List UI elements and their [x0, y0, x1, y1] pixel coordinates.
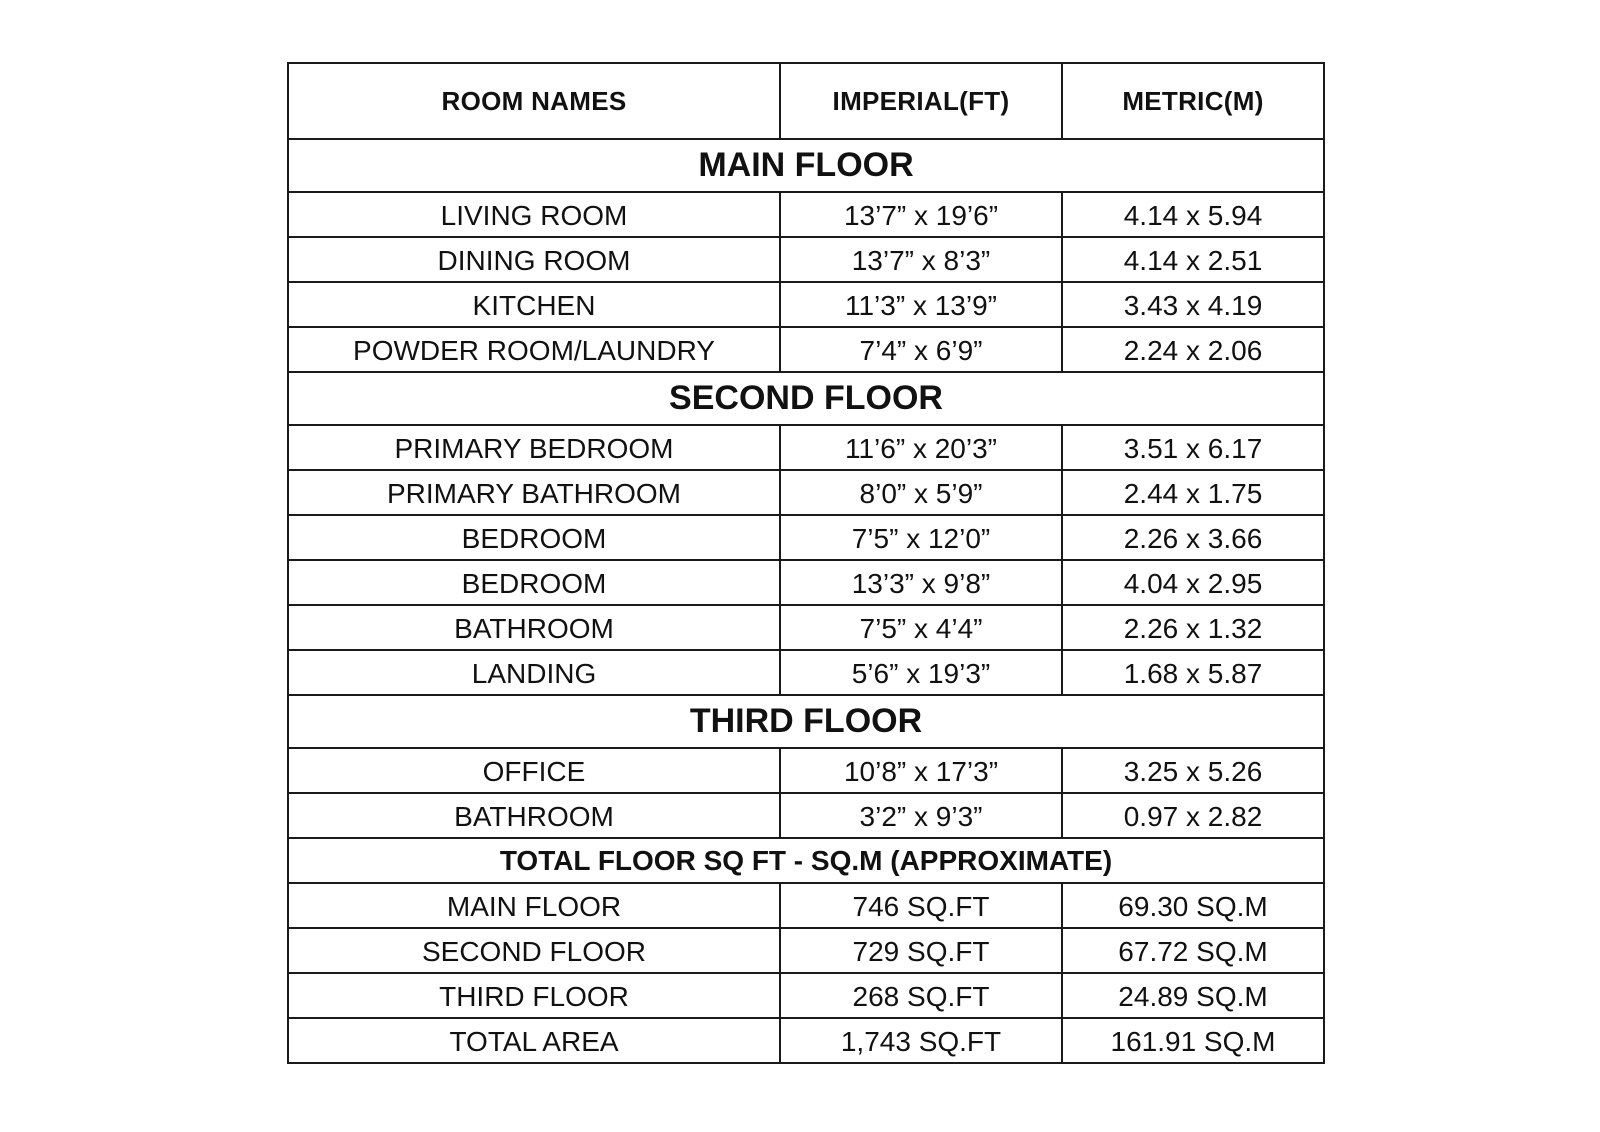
table-row: [288, 928, 1324, 973]
imperial-area-cell: 746 SQ.FT: [780, 883, 1062, 928]
imperial-area-cell: 1,743 SQ.FT: [780, 1018, 1062, 1063]
table-row: [288, 1018, 1324, 1063]
imperial-cell: 7’5” x 12’0”: [780, 515, 1062, 560]
imperial-cell: 11’3” x 13’9”: [780, 282, 1062, 327]
imperial-cell: 5’6” x 19’3”: [780, 650, 1062, 695]
table-row: [288, 515, 1324, 560]
room-name-cell: POWDER ROOM/LAUNDRY: [288, 327, 780, 372]
section-row-second-floor: [288, 372, 1324, 425]
table-row: [288, 327, 1324, 372]
floor-name-cell: MAIN FLOOR: [288, 883, 780, 928]
room-name-cell: KITCHEN: [288, 282, 780, 327]
metric-cell: 4.04 x 2.95: [1062, 560, 1324, 605]
column-header-metric: METRIC(M): [1062, 63, 1324, 139]
room-dimensions-table: [287, 62, 1325, 1064]
header-row: [288, 63, 1324, 139]
imperial-cell: 13’3” x 9’8”: [780, 560, 1062, 605]
table-row: [288, 192, 1324, 237]
table-row: [288, 793, 1324, 838]
imperial-cell: 13’7” x 19’6”: [780, 192, 1062, 237]
room-name-cell: BATHROOM: [288, 793, 780, 838]
imperial-cell: 7’4” x 6’9”: [780, 327, 1062, 372]
room-name-cell: PRIMARY BATHROOM: [288, 470, 780, 515]
imperial-cell: 3’2” x 9’3”: [780, 793, 1062, 838]
metric-cell: 2.24 x 2.06: [1062, 327, 1324, 372]
section-row-main-floor: [288, 139, 1324, 192]
room-name-cell: OFFICE: [288, 748, 780, 793]
table-row: [288, 605, 1324, 650]
table-row: [288, 560, 1324, 605]
room-name-cell: PRIMARY BEDROOM: [288, 425, 780, 470]
room-name-cell: LIVING ROOM: [288, 192, 780, 237]
metric-cell: 2.44 x 1.75: [1062, 470, 1324, 515]
imperial-area-cell: 729 SQ.FT: [780, 928, 1062, 973]
metric-cell: 3.51 x 6.17: [1062, 425, 1324, 470]
room-name-cell: DINING ROOM: [288, 237, 780, 282]
metric-cell: 2.26 x 1.32: [1062, 605, 1324, 650]
table-row: [288, 748, 1324, 793]
imperial-cell: 8’0” x 5’9”: [780, 470, 1062, 515]
room-name-cell: BATHROOM: [288, 605, 780, 650]
imperial-cell: 10’8” x 17’3”: [780, 748, 1062, 793]
room-name-cell: BEDROOM: [288, 560, 780, 605]
table-row: [288, 237, 1324, 282]
metric-cell: 2.26 x 3.66: [1062, 515, 1324, 560]
section-title: MAIN FLOOR: [288, 139, 1324, 192]
metric-cell: 0.97 x 2.82: [1062, 793, 1324, 838]
column-header-room-names: ROOM NAMES: [288, 63, 780, 139]
section-row-totals: [288, 838, 1324, 883]
metric-cell: 4.14 x 2.51: [1062, 237, 1324, 282]
column-header-imperial: IMPERIAL(FT): [780, 63, 1062, 139]
section-row-third-floor: [288, 695, 1324, 748]
room-name-cell: BEDROOM: [288, 515, 780, 560]
imperial-cell: 11’6” x 20’3”: [780, 425, 1062, 470]
metric-cell: 3.43 x 4.19: [1062, 282, 1324, 327]
metric-cell: 3.25 x 5.26: [1062, 748, 1324, 793]
imperial-cell: 13’7” x 8’3”: [780, 237, 1062, 282]
floor-name-cell: TOTAL AREA: [288, 1018, 780, 1063]
table-row: [288, 973, 1324, 1018]
imperial-area-cell: 268 SQ.FT: [780, 973, 1062, 1018]
section-title: SECOND FLOOR: [288, 372, 1324, 425]
room-dimensions-sheet: [287, 62, 1323, 1064]
metric-cell: 4.14 x 5.94: [1062, 192, 1324, 237]
totals-title: TOTAL FLOOR SQ FT - SQ.M (APPROXIMATE): [288, 838, 1324, 883]
metric-area-cell: 161.91 SQ.M: [1062, 1018, 1324, 1063]
table-row: [288, 650, 1324, 695]
metric-cell: 1.68 x 5.87: [1062, 650, 1324, 695]
room-name-cell: LANDING: [288, 650, 780, 695]
table-row: [288, 282, 1324, 327]
metric-area-cell: 69.30 SQ.M: [1062, 883, 1324, 928]
table-row: [288, 883, 1324, 928]
floor-name-cell: SECOND FLOOR: [288, 928, 780, 973]
metric-area-cell: 67.72 SQ.M: [1062, 928, 1324, 973]
section-title: THIRD FLOOR: [288, 695, 1324, 748]
table-row: [288, 470, 1324, 515]
metric-area-cell: 24.89 SQ.M: [1062, 973, 1324, 1018]
imperial-cell: 7’5” x 4’4”: [780, 605, 1062, 650]
floor-name-cell: THIRD FLOOR: [288, 973, 780, 1018]
table-row: [288, 425, 1324, 470]
